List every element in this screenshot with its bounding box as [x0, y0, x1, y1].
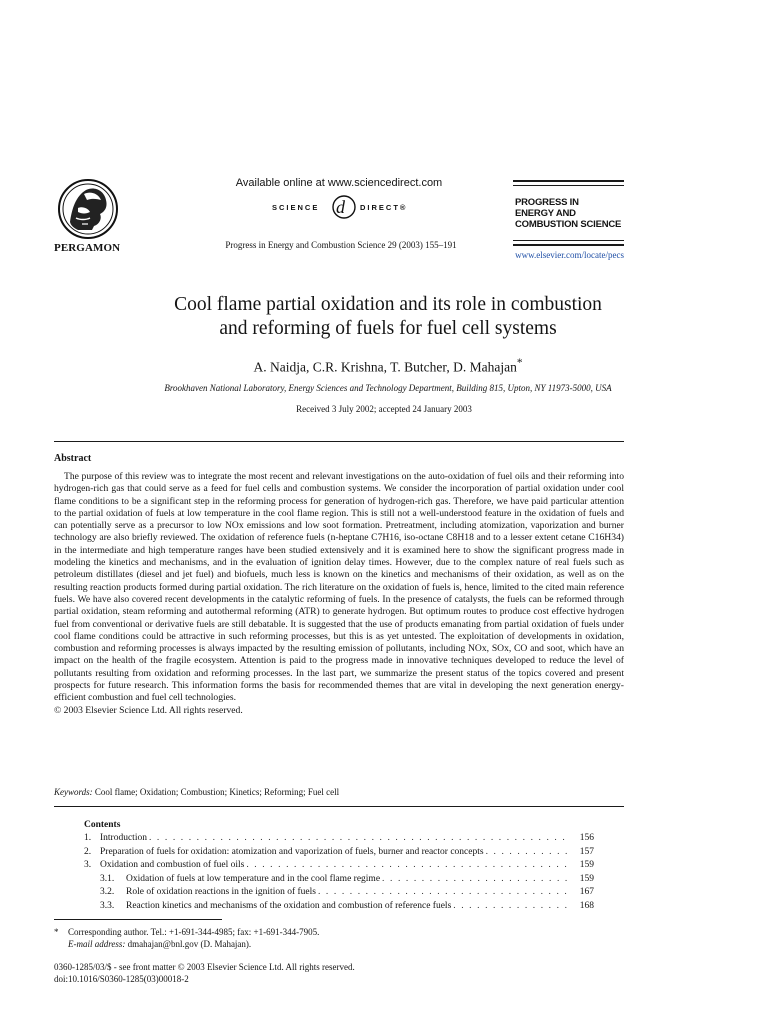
- email-label: E-mail address:: [68, 938, 126, 949]
- keywords-text: Cool flame; Oxidation; Combustion; Kinetics; Reforming; Fuel cell: [94, 787, 340, 797]
- footnote-contact: Corresponding author. Tel.: +1-691-344-4985; fax: +1-691-344-7905.: [68, 927, 320, 937]
- toc-number: 3.: [84, 860, 92, 871]
- journal-brand: [515, 197, 621, 230]
- toc-page: 156: [579, 833, 594, 843]
- journal-brand-line: ENERGY AND: [515, 208, 576, 219]
- front-matter: [54, 962, 355, 985]
- toc-leader: [486, 846, 568, 860]
- brand-rule: [513, 244, 624, 246]
- sciencedirect-logo: [270, 193, 414, 221]
- footnote-line: [54, 927, 319, 939]
- divider: [54, 441, 624, 442]
- footnote: [54, 927, 319, 950]
- toc-number: 3.3.: [100, 900, 115, 911]
- toc-title: Preparation of fuels for oxidation: atomization and vaporization of fuels, burner and reactor concepts: [100, 846, 484, 857]
- toc-page: 159: [579, 873, 594, 884]
- title-line: and reforming of fuels for fuel cell systems: [219, 318, 557, 339]
- toc-number: 3.2.: [100, 887, 115, 898]
- toc-page: 167: [579, 887, 594, 898]
- contents-heading: Contents: [84, 820, 121, 830]
- brand-rule: [513, 240, 624, 241]
- toc-page: 157: [579, 846, 594, 857]
- toc-title: Introduction: [100, 833, 147, 843]
- divider: [54, 806, 624, 807]
- svg-text:d: d: [336, 197, 345, 217]
- toc-number: 2.: [84, 846, 92, 857]
- toc-number: 1.: [84, 833, 92, 843]
- toc-leader: [382, 873, 568, 887]
- toc-title: Oxidation and combustion of fuel oils: [100, 860, 245, 871]
- abstract-copyright: © 2003 Elsevier Science Ltd. All rights reserved.: [54, 704, 243, 716]
- toc-title: Oxidation of fuels at low temperature and in the cool flame regime: [126, 873, 381, 884]
- toc-leader: [318, 886, 568, 900]
- footnote-rule: [54, 919, 222, 920]
- publisher-name: PERGAMON: [54, 242, 121, 254]
- article-title: [74, 293, 702, 341]
- email-link[interactable]: dmahajan@bnl.gov (D. Mahajan).: [127, 938, 252, 949]
- issn-line: 0360-1285/03/$ - see front matter © 2003 Elsevier Science Ltd. All rights reserved.: [54, 962, 355, 972]
- toc-item[interactable]: [84, 846, 594, 860]
- toc-item[interactable]: [84, 900, 594, 914]
- abstract-body: [54, 471, 624, 717]
- svg-text:SCIENCE: SCIENCE: [272, 203, 320, 212]
- toc-leader: [149, 832, 568, 846]
- corresponding-author-mark[interactable]: *: [516, 357, 523, 369]
- toc-item[interactable]: [84, 886, 594, 900]
- received-dates: Received 3 July 2002; accepted 24 January 2003: [296, 404, 472, 414]
- footnote-line: [54, 939, 319, 951]
- available-online-text: Available online at www.sciencedirect.com: [235, 177, 443, 189]
- brand-rule: [513, 185, 624, 186]
- toc-title: Reaction kinetics and mechanisms of the oxidation and combustion of reference fuels: [126, 900, 452, 911]
- author-list: [74, 357, 702, 376]
- doi-line: doi:10.1016/S0360-1285(03)00018-2: [54, 973, 189, 984]
- toc-page: 159: [579, 860, 594, 871]
- toc-leader: [246, 859, 568, 873]
- toc-item[interactable]: [84, 859, 594, 873]
- keywords: [54, 787, 339, 797]
- abstract-paragraph: The purpose of this review was to integrate the most recent and relevant investigations on the auto-oxidation of fuel oils and their reforming into hydrogen-rich gas that could serve as a feed for fuel cells and combustion systems. We consider the incorporation of partial oxidation under cool flame conditions to be a significant step in the reforming process for generation of hydrogen-rich gas. Therefore, we have paid particular attention to the partial oxidation of fuels at low temperature in the cool flame region. This is still not a well-understood feature in the oxidation of fuels and can potentially serve as a precursor to low NOx emissions and low soot formation. Pretreatment, including atomization, vaporization and burner technology are also briefly reviewed. The oxidation of reference fuels (n-heptane C7H16, iso-octane C8H18 and to a lesser extent cetane C16H34) in the intermediate and high temperature ranges have been studied extensively and it is examined here to show the significant progress made in modeling the kinetics and mechanisms, and in the evaluation of ignition delay times. However, due to the complex nature of real fuels such as petroleum distillates (diesel and jet fuel) and biofuels, much less is known on the kinetics and mechanisms of their oxidation, as well as on the resulting reaction products formed during partial oxidation. The rich literature on the oxidation of fuels is, hence, limited to the cited main reference fuels. We have also covered recent developments in the catalytic reforming of fuels. In the presence of catalysts, the fuels can be reformed through partial oxidation, steam reforming and autothermal reforming (ATR) to generate hydrogen. But optimum routes to produce cost effective hydrogen fuel from conventional or derivative fuels are still debatable. It is suggested that the use of products emanating from partial oxidation of fuels under cool flame conditions could be attractive in such reforming processes, but this is as yet untested. The exploitation of developments in oxidation, combustion and reforming processes is always impacted by the resulting emission of pollutants, including NOx, SOx, CO and soot, which have an impact on the health of the fragile ecosystem. Attention is paid to the progress made in innovative techniques developed to reduce the level of pollutants resulting from oxidation and reforming processes. In the last part, we summarize the present status of the topics covered and present prospects for future research. This information forms the basis for recommended themes that are vital in developing the next generation energy-efficient combustion and fuel cell technologies.: [54, 471, 624, 704]
- toc-title: Role of oxidation reactions in the ignition of fuels: [126, 887, 316, 898]
- brand-rule: [513, 180, 624, 182]
- keywords-label: Keywords:: [54, 787, 93, 797]
- svg-text:DIRECT®: DIRECT®: [360, 203, 408, 212]
- pergamon-logo: [54, 178, 122, 240]
- journal-brand-line: COMBUSTION SCIENCE: [515, 219, 622, 230]
- toc-item[interactable]: [84, 832, 594, 846]
- journal-citation: Progress in Energy and Combustion Science 29 (2003) 155–191: [225, 240, 457, 250]
- toc-number: 3.1.: [100, 873, 115, 884]
- journal-url-link[interactable]: www.elsevier.com/locate/pecs: [515, 250, 624, 260]
- affiliation: Brookhaven National Laboratory, Energy Sciences and Technology Department, Building 815, Upton, NY 11973-5000, USA: [164, 383, 612, 393]
- toc-item[interactable]: [84, 873, 594, 887]
- authors-text: A. Naidja, C.R. Krishna, T. Butcher, D. Mahajan: [253, 359, 517, 375]
- toc-leader: [453, 900, 568, 914]
- journal-brand-line: PROGRESS IN: [515, 197, 579, 208]
- abstract-heading: Abstract: [54, 453, 92, 464]
- footnote-mark: *: [54, 927, 59, 937]
- table-of-contents: [84, 832, 594, 914]
- toc-page: 168: [579, 900, 594, 911]
- title-line: Cool flame partial oxidation and its role in combustion: [174, 294, 602, 315]
